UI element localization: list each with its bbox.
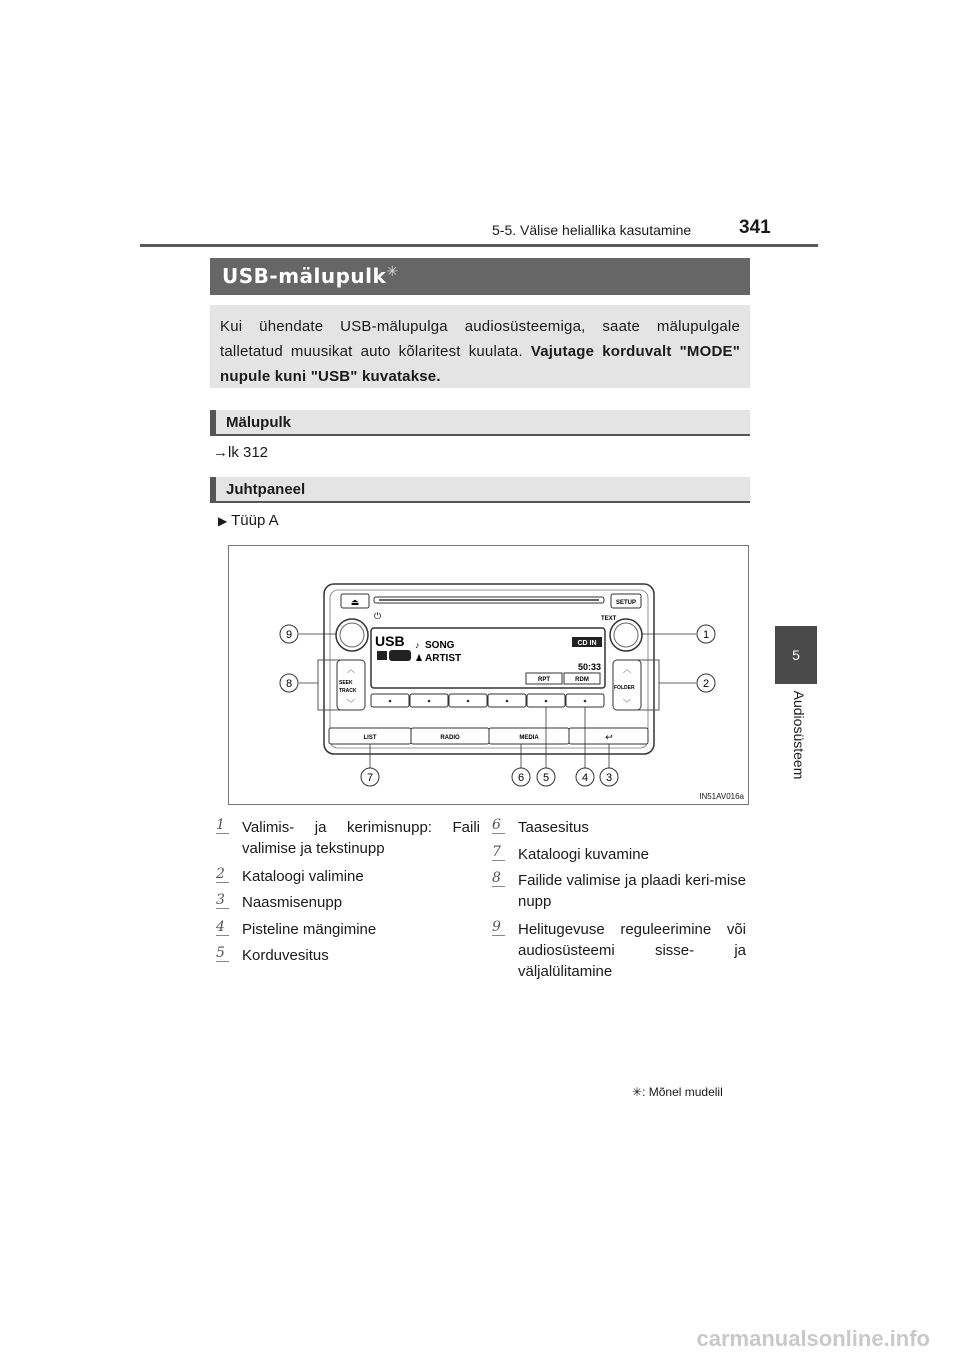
usb-label: USB xyxy=(375,633,405,649)
seek-label: SEEK xyxy=(339,680,353,686)
variant-label xyxy=(218,512,279,529)
intro-text: Kui ühendate USB-mälupulga audiosüsteemiga, saate mälupulgale talletatud muusikat auto kõlaritest kuulata. xyxy=(220,318,740,360)
legend-item: Taasesitus xyxy=(518,819,589,836)
legend-item: Naasmisenupp xyxy=(242,894,343,911)
legend-number: 1 xyxy=(216,817,225,833)
chevron-down-icon: ﹀ xyxy=(623,699,631,708)
header-rule xyxy=(140,244,818,247)
legend-item: Pisteline mängimine xyxy=(242,921,377,938)
callout-2: 2 xyxy=(702,678,710,690)
legend-number: 6 xyxy=(492,817,501,833)
callout-6: 6 xyxy=(517,772,525,784)
legend-number: 2 xyxy=(216,866,225,882)
artist-label: ARTIST xyxy=(425,653,462,664)
subheading-text: Mälupulk xyxy=(226,414,292,431)
control-panel-drawing xyxy=(229,546,748,804)
subheading-malupulk xyxy=(210,410,750,436)
legend-number: 7 xyxy=(492,844,501,860)
chevron-up-icon: ︿ xyxy=(347,665,355,674)
legend-number: 4 xyxy=(216,919,225,935)
tune-knob xyxy=(610,619,642,651)
asterisk-icon: ✳ xyxy=(632,1085,643,1099)
legend-item: Kataloogi valimine xyxy=(242,868,364,885)
callout-8: 8 xyxy=(285,678,293,690)
legend-item: Helitugevuse reguleerimine või audiosüsteemi sisse- ja väljalülitamine xyxy=(518,921,746,980)
chapter-tab: 5 xyxy=(775,626,817,684)
callout-1: 1 xyxy=(702,629,710,641)
triangle-right-icon: ▶ xyxy=(218,514,228,528)
setup-label: SETUP xyxy=(615,600,637,606)
page-reference: →lk 312 xyxy=(213,444,269,461)
control-panel-figure xyxy=(228,545,749,805)
legend-item: Kataloogi kuvamine xyxy=(518,846,649,863)
rpt-label: RPT xyxy=(538,677,550,683)
figure-code: IN51AV016a xyxy=(699,792,744,801)
legend-item: Korduvesitus xyxy=(242,947,329,964)
legend-number: 3 xyxy=(216,892,225,908)
radio-label: RADIO xyxy=(440,735,460,741)
page-number: 341 xyxy=(739,217,771,238)
watermark: carmanualsonline.info xyxy=(696,1326,930,1351)
usb-stick-icon xyxy=(389,650,411,661)
power-icon: ⏻ xyxy=(374,611,382,621)
legend-item: Failide valimise ja plaadi keri-mise nupp xyxy=(518,872,746,910)
callout-9: 9 xyxy=(285,629,293,641)
subheading-juhtpaneel xyxy=(210,477,750,503)
callout-3: 3 xyxy=(605,772,613,784)
chapter-label: Audiosüsteem xyxy=(791,690,807,780)
legend-number: 9 xyxy=(492,919,501,935)
variant-text: Tüüp A xyxy=(231,512,279,529)
chevron-down-icon: ﹀ xyxy=(347,699,355,708)
asterisk-icon: ✳ xyxy=(386,264,399,280)
preset-buttons xyxy=(371,694,604,707)
eject-icon: ⏏ xyxy=(350,597,360,607)
rdm-label: RDM xyxy=(575,677,589,683)
chevron-up-icon: ︿ xyxy=(623,665,631,674)
time-label: 50:33 xyxy=(577,662,601,672)
return-icon: ↩ xyxy=(605,732,613,742)
intro-box xyxy=(210,305,750,388)
folder-label: FOLDER xyxy=(614,685,635,691)
media-label: MEDIA xyxy=(519,735,539,741)
section-title: 5-5. Välise heliallika kasutamine xyxy=(492,222,692,238)
legend-item: Valimis- ja kerimisnupp: Faili valimise ja tekstinupp xyxy=(242,819,480,857)
callout-7: 7 xyxy=(366,772,374,784)
intro-instruction: Vajutage korduvalt "MODE" nupule kuni "USB" kuvatakse. xyxy=(220,343,741,385)
text-label: TEXT xyxy=(601,616,617,622)
list-label: LIST xyxy=(363,735,377,741)
callout-4: 4 xyxy=(581,772,589,784)
legend-number: 5 xyxy=(216,945,225,961)
note-icon: ♪ xyxy=(415,640,420,650)
watermark-bar xyxy=(0,1318,960,1358)
person-icon: ♟ xyxy=(415,653,424,663)
title-bar xyxy=(210,258,750,295)
song-label: SONG xyxy=(425,640,455,651)
volume-knob xyxy=(336,619,368,651)
legend-number: 8 xyxy=(492,870,501,886)
page-heading: USB-mälupulk xyxy=(222,264,387,288)
cd-in-label: CD IN xyxy=(577,640,597,647)
footnote xyxy=(632,1085,723,1099)
footnote-text: : Mõnel mudelil xyxy=(642,1085,723,1099)
callout-5: 5 xyxy=(542,772,550,784)
track-label: TRACK xyxy=(339,688,357,694)
subheading-text: Juhtpaneel xyxy=(226,481,306,498)
